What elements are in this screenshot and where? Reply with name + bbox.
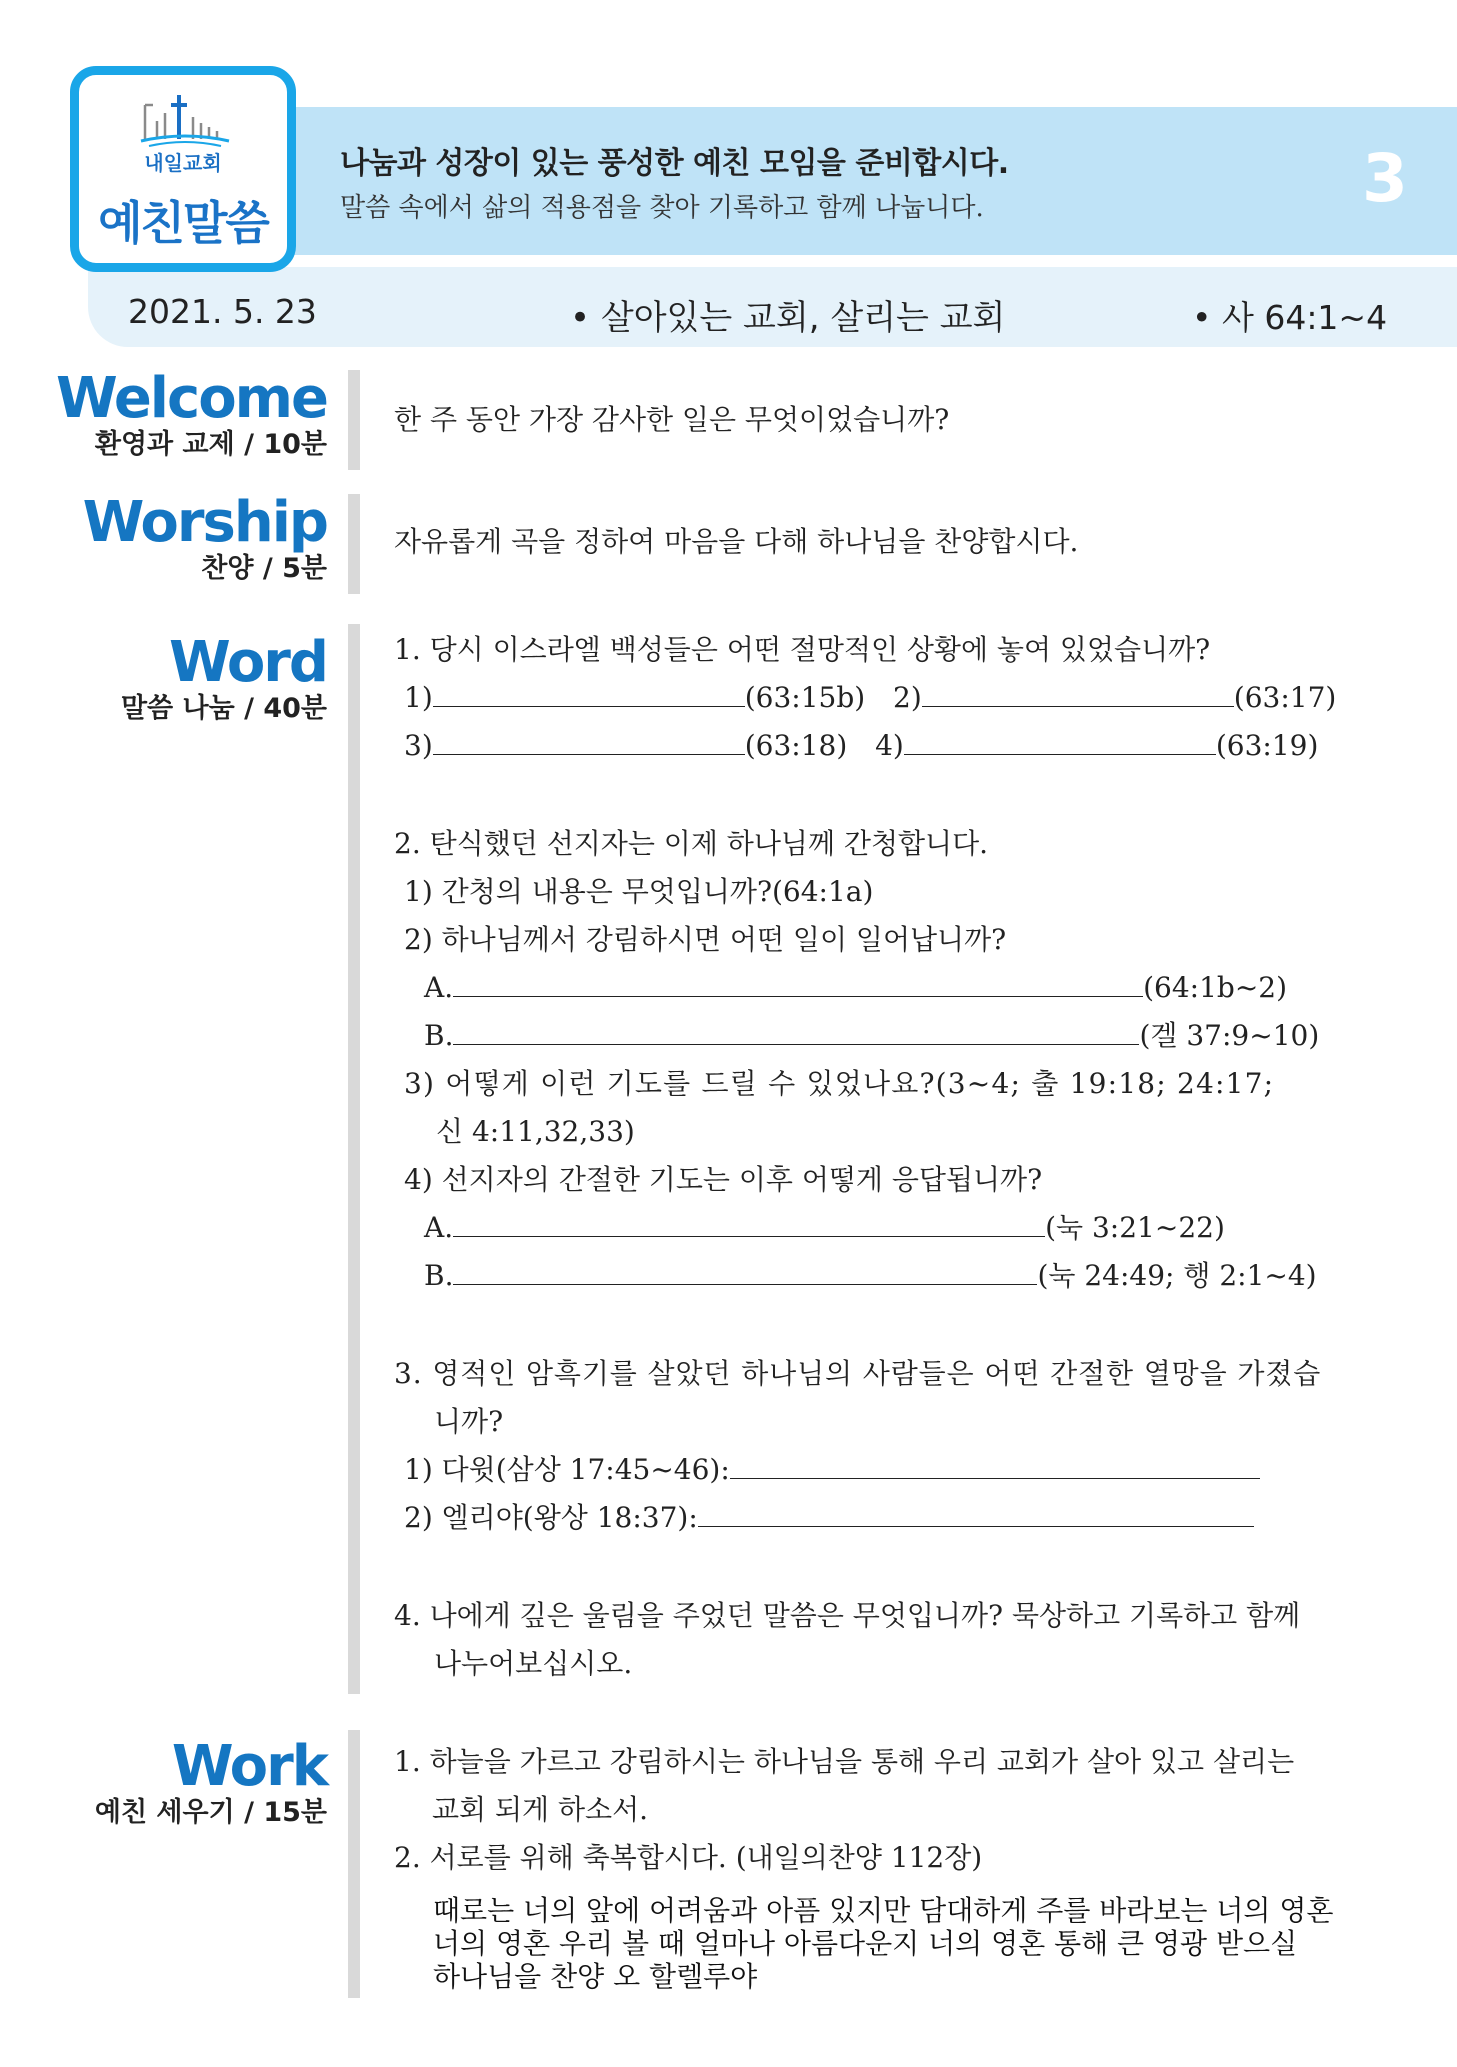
word-question-2: 2. 탄식했던 선지자는 이제 하나님께 간청합니다. (394, 827, 989, 860)
answer-blank[interactable] (453, 970, 1143, 997)
word-question-4: 4. 나에게 깊은 울림을 주었던 말씀은 무엇입니까? 묵상하고 기록하고 함께 (394, 1599, 1301, 1632)
word-q2-3: 3) 어떻게 이런 기도를 드릴 수 있었나요?(3~4; 출 19:18; 24:17; (404, 1067, 1275, 1100)
word-bar (348, 624, 360, 1694)
work-label (94, 1734, 327, 1830)
answer-blank[interactable] (453, 1258, 1037, 1285)
answer-blank[interactable] (698, 1500, 1254, 1527)
answer-blank[interactable] (453, 1210, 1045, 1237)
word-question-4-cont: 나누어보십시오. (434, 1647, 633, 1680)
word-q1-row-a: 1) (63:15b) 2) (63:17) (404, 681, 1337, 714)
word-label (120, 630, 327, 726)
worship-bar (348, 494, 360, 594)
welcome-subtitle: 환영과 교제 / 10분 (94, 429, 327, 460)
answer-blank[interactable] (433, 728, 745, 755)
answer-blank[interactable] (433, 680, 745, 707)
church-name: 내일교회 (144, 151, 222, 175)
header-sub-line: 말씀 속에서 삶의 적용점을 찾아 기록하고 함께 나눕니다. (340, 193, 984, 223)
word-question-3: 3. 영적인 암흑기를 살았던 하나님의 사람들은 어떤 간절한 열망을 가졌습 (394, 1357, 1322, 1390)
header-main-line: 나눔과 성장이 있는 풍성한 예친 모임을 준비합시다. (340, 146, 1009, 181)
word-q2-2: 2) 하나님께서 강림하시면 어떤 일이 일어납니까? (404, 923, 1007, 956)
lyrics-line: 너의 영혼 우리 볼 때 얼마나 아름다운지 너의 영혼 통해 큰 영광 받으실 (433, 1927, 1298, 1960)
word-title: Word (169, 630, 327, 695)
word-question-1: 1. 당시 이스라엘 백성들은 어떤 절망적인 상황에 놓여 있었습니까? (394, 633, 1211, 666)
work-item-1: 1. 하늘을 가르고 강림하시는 하나님을 통해 우리 교회가 살아 있고 살리는 (394, 1745, 1295, 1778)
work-bar (348, 1730, 360, 1998)
work-item-1-cont: 교회 되게 하소서. (432, 1793, 649, 1826)
welcome-label (56, 366, 327, 462)
date: 2021. 5. 23 (128, 292, 317, 331)
worship-label (82, 490, 327, 586)
word-subtitle: 말씀 나눔 / 40분 (120, 693, 327, 724)
answer-blank[interactable] (922, 680, 1234, 707)
word-q2-3-cont: 신 4:11,32,33) (436, 1115, 635, 1148)
word-q2-2a: A. (64:1b~2) (424, 971, 1288, 1004)
word-q2-2b: B. (겔 37:9~10) (424, 1019, 1320, 1052)
lyrics-line: 때로는 너의 앞에 어려움과 아픔 있지만 담대하게 주를 바라보는 너의 영혼 (433, 1894, 1334, 1927)
scripture-reference: • 사 64:1~4 (1192, 298, 1388, 337)
work-title: Work (171, 1734, 327, 1799)
word-q3-2: 2) 엘리야(왕상 18:37): (404, 1500, 1254, 1536)
word-q2-4b: B. (눅 24:49; 행 2:1~4) (424, 1259, 1317, 1292)
logo-box (70, 66, 296, 272)
lyrics-line: 하나님을 찬양 오 할렐루야 (433, 1960, 758, 1993)
word-q2-1: 1) 간청의 내용은 무엇입니까?(64:1a) (404, 875, 874, 908)
logo-title: 예친말씀 (98, 196, 268, 250)
answer-blank[interactable] (904, 728, 1216, 755)
page-number: 3 (1362, 140, 1408, 217)
worship-title: Worship (82, 490, 327, 555)
welcome-question: 한 주 동안 가장 감사한 일은 무엇이었습니까? (394, 403, 950, 436)
worship-subtitle: 찬양 / 5분 (201, 553, 327, 584)
welcome-title: Welcome (56, 366, 327, 431)
hymn-lyrics (433, 1894, 1333, 1993)
answer-blank[interactable] (453, 1018, 1139, 1045)
word-question-3-cont: 니까? (434, 1405, 504, 1438)
sermon-title: • 살아있는 교회, 살리는 교회 (570, 298, 1006, 338)
word-q3-1: 1) 다윗(삼상 17:45~46): (404, 1452, 1260, 1488)
answer-blank[interactable] (730, 1452, 1260, 1479)
church-logo-icon (139, 91, 231, 149)
word-q2-4a: A. (눅 3:21~22) (424, 1211, 1225, 1244)
word-q1-row-b: 3) (63:18) 4) (63:19) (404, 729, 1319, 762)
word-q2-4: 4) 선지자의 간절한 기도는 이후 어떻게 응답됩니까? (404, 1163, 1043, 1196)
worship-text: 자유롭게 곡을 정하여 마음을 다해 하나님을 찬양합시다. (394, 525, 1079, 558)
work-subtitle: 예친 세우기 / 15분 (94, 1797, 327, 1828)
work-item-2: 2. 서로를 위해 축복합시다. (내일의찬양 112장) (394, 1841, 983, 1874)
welcome-bar (348, 370, 360, 470)
